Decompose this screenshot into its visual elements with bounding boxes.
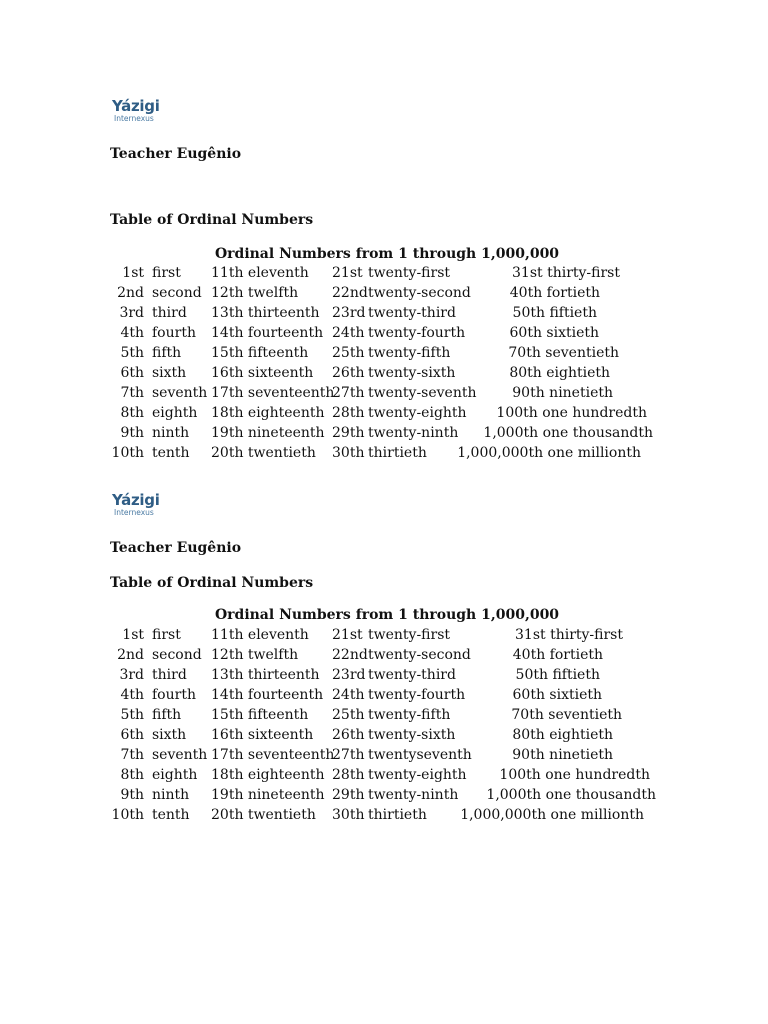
table-row bbox=[0, 647, 768, 667]
table-cell: twenty-fifth bbox=[368, 345, 451, 361]
table-cell: thirtieth bbox=[368, 445, 427, 461]
table-cell: 15th fifteenth bbox=[211, 707, 309, 723]
table-cell: twenty-first bbox=[368, 627, 451, 643]
table-cell: 7th bbox=[120, 385, 144, 401]
table-row bbox=[0, 747, 768, 767]
table-cell: 28th bbox=[332, 767, 365, 783]
table-cell: eighth bbox=[152, 767, 198, 783]
table-cell: 20th twentieth bbox=[211, 445, 316, 461]
table-cell: eighth bbox=[152, 405, 198, 421]
table-cell: fifth bbox=[152, 345, 182, 361]
table-cell: 14th fourteenth bbox=[211, 687, 324, 703]
table-cell: 11th eleventh bbox=[211, 265, 309, 281]
table-row bbox=[0, 305, 768, 325]
table-cell: 15th fifteenth bbox=[211, 345, 309, 361]
table-cell: 26th bbox=[332, 365, 365, 381]
table-cell: 26th bbox=[332, 727, 365, 743]
table-cell: 1,000th one thousandth bbox=[483, 425, 653, 441]
table-cell: twenty-ninth bbox=[368, 425, 459, 441]
table-cell: 13th thirteenth bbox=[211, 305, 320, 321]
table-cell: 9th bbox=[120, 425, 144, 441]
table-cell: 25th bbox=[332, 707, 365, 723]
table-cell: third bbox=[152, 305, 187, 321]
table-cell: 19th nineteenth bbox=[211, 787, 325, 803]
table-cell: 12th twelfth bbox=[211, 285, 299, 301]
table-cell: 60th sixtieth bbox=[512, 687, 602, 703]
table-cell: 18th eighteenth bbox=[211, 767, 325, 783]
table-row bbox=[0, 425, 768, 445]
table-cell: 3rd bbox=[119, 305, 144, 321]
table-cell: ninth bbox=[152, 425, 190, 441]
table-cell: 22nd bbox=[332, 647, 368, 663]
table-cell: 13th thirteenth bbox=[211, 667, 320, 683]
table-cell: ninth bbox=[152, 787, 190, 803]
table-cell: twenty-sixth bbox=[368, 727, 456, 743]
table-cell: 5th bbox=[120, 345, 144, 361]
table-cell: 31st thirty-first bbox=[512, 265, 620, 281]
table-cell: 1st bbox=[122, 627, 144, 643]
logo-tagline: Internexus bbox=[114, 114, 154, 123]
table-cell: 8th bbox=[120, 405, 144, 421]
table-row bbox=[0, 787, 768, 807]
table-cell: first bbox=[152, 627, 181, 643]
table-cell: 1,000,000th one millionth bbox=[457, 445, 641, 461]
table-cell: 16th sixteenth bbox=[211, 727, 314, 743]
table-cell: 7th bbox=[120, 747, 144, 763]
table-cell: twenty-second bbox=[368, 285, 471, 301]
table-cell: 90th ninetieth bbox=[512, 747, 613, 763]
table-cell: 60th sixtieth bbox=[509, 325, 599, 341]
table-caption bbox=[0, 246, 768, 262]
yazigi-logo bbox=[112, 98, 172, 123]
table-cell: 10th bbox=[111, 445, 144, 461]
table-cell: 3rd bbox=[119, 667, 144, 683]
table-cell: 1,000,000th one millionth bbox=[460, 807, 644, 823]
table-cell: first bbox=[152, 265, 181, 281]
table-row bbox=[0, 325, 768, 345]
table-cell: 14th fourteenth bbox=[211, 325, 324, 341]
table-cell: twenty-fifth bbox=[368, 707, 451, 723]
table-cell: 80th eightieth bbox=[512, 727, 613, 743]
table-row bbox=[0, 727, 768, 747]
table-row bbox=[0, 807, 768, 827]
table-cell: 21st bbox=[332, 627, 363, 643]
table-row bbox=[0, 265, 768, 285]
table-cell: third bbox=[152, 667, 187, 683]
table-cell: 4th bbox=[120, 325, 144, 341]
table-cell: 19th nineteenth bbox=[211, 425, 325, 441]
table-cell: 2nd bbox=[117, 285, 144, 301]
table-cell: 30th bbox=[332, 445, 365, 461]
table-cell: 1st bbox=[122, 265, 144, 281]
table-cell: 16th sixteenth bbox=[211, 365, 314, 381]
table-cell: 24th bbox=[332, 687, 365, 703]
table-cell: seventh bbox=[152, 747, 208, 763]
table-cell: 21st bbox=[332, 265, 363, 281]
table-cell: 25th bbox=[332, 345, 365, 361]
table-cell: twenty-second bbox=[368, 647, 471, 663]
table-row bbox=[0, 627, 768, 647]
logo-name: Yázigi bbox=[112, 491, 160, 509]
table-cell: 70th seventieth bbox=[508, 345, 619, 361]
table-caption bbox=[0, 607, 768, 623]
table-cell: twenty-sixth bbox=[368, 365, 456, 381]
table-row bbox=[0, 345, 768, 365]
table-cell: twenty-eighth bbox=[368, 405, 467, 421]
table-cell: 10th bbox=[111, 807, 144, 823]
table-cell: tenth bbox=[152, 807, 190, 823]
table-row bbox=[0, 365, 768, 385]
table-cell: fourth bbox=[152, 325, 196, 341]
table-row bbox=[0, 385, 768, 405]
table-cell: 4th bbox=[120, 687, 144, 703]
table-cell: twenty-third bbox=[368, 667, 456, 683]
teacher-name: Teacher Eugênio bbox=[110, 146, 242, 162]
table-cell: 40th fortieth bbox=[509, 285, 600, 301]
table-row bbox=[0, 445, 768, 465]
table-row bbox=[0, 707, 768, 727]
table-cell: twentyseventh bbox=[368, 747, 472, 763]
table-cell: 18th eighteenth bbox=[211, 405, 325, 421]
table-caption-text: Ordinal Numbers from 1 through 1,000,000 bbox=[214, 246, 560, 262]
table-cell: 29th bbox=[332, 425, 365, 441]
table-cell: 100th one hundredth bbox=[496, 405, 647, 421]
table-cell: 27th bbox=[332, 747, 365, 763]
table-cell: 30th bbox=[332, 807, 365, 823]
table-cell: second bbox=[152, 285, 202, 301]
table-cell: 11th eleventh bbox=[211, 627, 309, 643]
table-cell: 5th bbox=[120, 707, 144, 723]
page-title: Table of Ordinal Numbers bbox=[110, 212, 314, 228]
table-cell: 23rd bbox=[332, 667, 366, 683]
table-cell: tenth bbox=[152, 445, 190, 461]
table-cell: 27th bbox=[332, 385, 365, 401]
table-cell: 40th fortieth bbox=[512, 647, 603, 663]
table-cell: twenty-eighth bbox=[368, 767, 467, 783]
table-cell: 80th eightieth bbox=[509, 365, 610, 381]
table-cell: thirtieth bbox=[368, 807, 427, 823]
table-cell: 50th fiftieth bbox=[515, 667, 600, 683]
table-cell: 17th seventeenth bbox=[211, 385, 335, 401]
table-cell: twenty-first bbox=[368, 265, 451, 281]
table-row bbox=[0, 667, 768, 687]
table-cell: 90th ninetieth bbox=[512, 385, 613, 401]
table-cell: twenty-ninth bbox=[368, 787, 459, 803]
logo-name: Yázigi bbox=[112, 97, 160, 115]
table-cell: 23rd bbox=[332, 305, 366, 321]
table-row bbox=[0, 405, 768, 425]
table-cell: twenty-fourth bbox=[368, 325, 466, 341]
table-row bbox=[0, 767, 768, 787]
table-cell: fourth bbox=[152, 687, 196, 703]
table-cell: 1,000th one thousandth bbox=[486, 787, 656, 803]
logo-tagline: Internexus bbox=[114, 508, 154, 517]
table-cell: 100th one hundredth bbox=[499, 767, 650, 783]
table-cell: 24th bbox=[332, 325, 365, 341]
table-caption-text: Ordinal Numbers from 1 through 1,000,000 bbox=[214, 607, 560, 623]
table-row bbox=[0, 285, 768, 305]
page-title: Table of Ordinal Numbers bbox=[110, 575, 314, 591]
table-row bbox=[0, 687, 768, 707]
table-cell: 20th twentieth bbox=[211, 807, 316, 823]
table-cell: second bbox=[152, 647, 202, 663]
table-cell: 9th bbox=[120, 787, 144, 803]
table-cell: twenty-third bbox=[368, 305, 456, 321]
table-cell: 2nd bbox=[117, 647, 144, 663]
table-cell: 6th bbox=[120, 365, 144, 381]
teacher-name: Teacher Eugênio bbox=[110, 540, 242, 556]
table-cell: 8th bbox=[120, 767, 144, 783]
table-cell: seventh bbox=[152, 385, 208, 401]
table-cell: 22nd bbox=[332, 285, 368, 301]
table-cell: sixth bbox=[152, 727, 187, 743]
table-cell: sixth bbox=[152, 365, 187, 381]
table-cell: 17th seventeenth bbox=[211, 747, 335, 763]
table-cell: 28th bbox=[332, 405, 365, 421]
table-cell: 70th seventieth bbox=[511, 707, 622, 723]
table-cell: twenty-fourth bbox=[368, 687, 466, 703]
table-cell: 12th twelfth bbox=[211, 647, 299, 663]
yazigi-logo bbox=[112, 492, 172, 517]
table-cell: fifth bbox=[152, 707, 182, 723]
table-cell: twenty-seventh bbox=[368, 385, 477, 401]
table-cell: 50th fiftieth bbox=[512, 305, 597, 321]
table-cell: 6th bbox=[120, 727, 144, 743]
table-cell: 29th bbox=[332, 787, 365, 803]
table-cell: 31st thirty-first bbox=[515, 627, 623, 643]
